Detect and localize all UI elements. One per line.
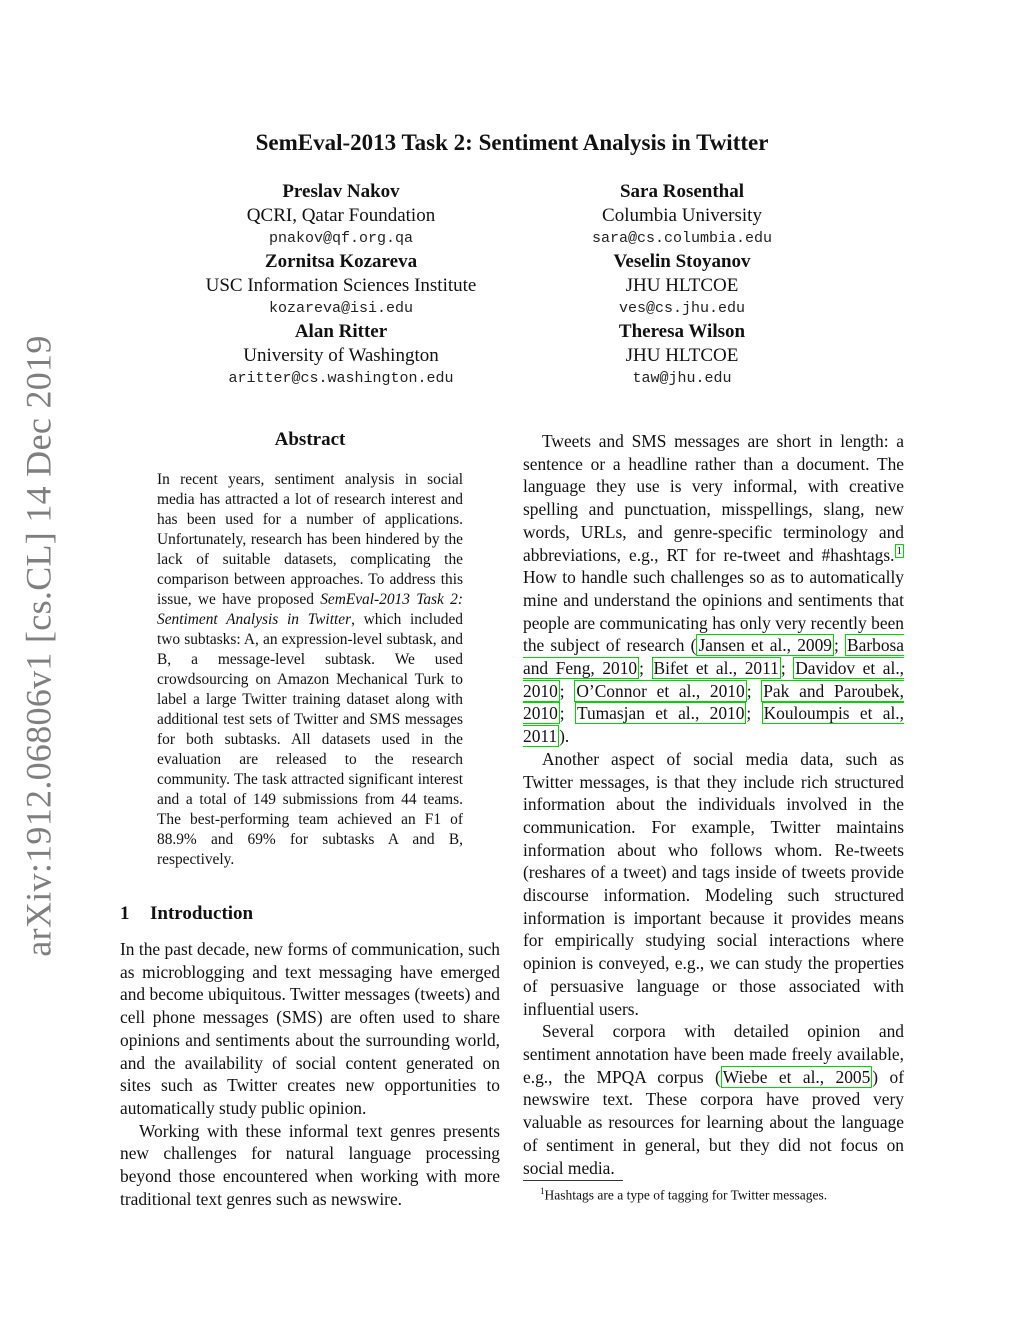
author-email[interactable]: aritter@cs.washington.edu — [228, 370, 454, 387]
right-paragraph-3 — [523, 1020, 904, 1179]
paragraph-text: ) of newswire text. These corpora have proved very valuable as resources for learning about the language of sentiment in general, but they did not focus on social media. — [523, 1066, 904, 1178]
author-affiliation: Columbia University — [602, 205, 762, 226]
author-affiliation: USC Information Sciences Institute — [205, 275, 477, 296]
author-affiliation: University of Washington — [243, 345, 439, 366]
author-block — [526, 180, 838, 250]
paragraph-text: Tweets and SMS messages are short in length: a sentence or a headline rather than a document. The language they use is very informal, with creative spelling and punctuation, misspellings, slang, new words, URLs, and genre-specific terminology and abbreviations, e.g., RT for re-tweet and #hashtags. — [523, 431, 904, 565]
author-affiliation: JHU HLTCOE — [625, 345, 739, 366]
paragraph-text: Several corpora with detailed opinion and sentiment annotation have been made freely available, e.g., the MPQA corpus ( — [523, 1021, 904, 1087]
author-name: Alan Ritter — [294, 321, 388, 342]
citation-link[interactable]: Davidov et al., 2010 — [523, 658, 905, 701]
author-email[interactable]: taw@jhu.edu — [632, 370, 732, 387]
paper-title: SemEval-2013 Task 2: Sentiment Analysis in Twitter — [255, 130, 769, 155]
intro-paragraph-1: In the past decade, new forms of communication, such as microblogging and text messaging have emerged and become ubiquitous. Twitter messages (tweets) and cell phone messages (SMS) are often used to share opinions and sentiments about the surrounding world, and the availability of social content generated on sites such as Twitter creates new opportunities to automatically study public opinion. — [120, 939, 500, 1118]
author-name: Sara Rosenthal — [619, 181, 745, 202]
section-title: Introduction — [150, 903, 254, 924]
paragraph-text: How to handle such challenges so as to automatically mine and understand the opinions and sentiments that people are communicating has only very recently been the subject of research ( — [523, 567, 904, 656]
right-paragraph-2: Another aspect of social media data, such as Twitter messages, is that they include rich structured information about the individuals involved in the communication. For example, Twitter maintains information about who follows whom. Re-tweets (reshares of a tweet) and tags inside of tweets provide discourse information. Modeling such structured information is important because it provides means for empirically studying social interactions where opinion is conveyed, e.g., we can study the properties of persuasive language or those associated with influential users. — [523, 748, 904, 1019]
citation-link[interactable]: Barbosa and Feng, 2010 — [523, 635, 905, 679]
citation-link[interactable]: Pak and Paroubek, 2010 — [523, 680, 904, 724]
abstract-part-2: , which included two subtasks: A, an expression-level subtask, and B, a message-level subtask. We used crowdsourcing on Amazon Mechanical Turk to label a large Twitter training dataset along with additional test sets of Twitter and SMS messages for both subtasks. All datasets used in the evaluation are released to the research community. The task attracted significant interest and a total of 149 submissions from 44 teams. The best-performing team achieved an F1 of 88.9% and 69% for subtasks A and B, respectively. — [157, 611, 463, 868]
author-name: Preslav Nakov — [282, 181, 400, 202]
citation-link[interactable]: Kouloumpis et al., 2011 — [523, 703, 904, 747]
section-heading — [120, 903, 253, 925]
footnote-divider — [523, 1180, 623, 1181]
right-column-body — [523, 430, 904, 1179]
arxiv-id: arXiv:1912.06806v1 [cs.CL] 14 Dec 2019 — [19, 335, 60, 957]
abstract-part-1: In recent years, sentiment analysis in social media has attracted a lot of research interest and has been used for a number of applications. Unfortunately, research has been hindered by the lack of suitable datasets, complicating the comparison between approaches. To address this issue, we have proposed — [157, 471, 463, 608]
authors-right-column — [526, 180, 838, 390]
citation-link[interactable]: Tumasjan et al., 2010 — [576, 703, 745, 724]
author-block — [526, 250, 838, 320]
citation-link[interactable]: Jansen et al., 2009 — [698, 635, 832, 656]
author-block — [186, 250, 496, 320]
citation-separator: ; — [639, 658, 652, 679]
abstract-heading: Abstract — [274, 429, 346, 450]
citation-separator: ; — [559, 703, 575, 724]
author-block — [526, 320, 838, 390]
paragraph-text: ). — [559, 726, 570, 747]
right-paragraph-1 — [523, 430, 904, 748]
author-email[interactable]: pnakov@qf.org.qa — [268, 230, 414, 247]
author-email[interactable]: sara@cs.columbia.edu — [591, 230, 773, 247]
footnote — [540, 1186, 827, 1204]
footnote-mark: 1 — [540, 1186, 545, 1196]
footnote-ref-link[interactable]: 1 — [896, 544, 902, 557]
arxiv-stamp — [19, 335, 60, 957]
citation-separator: ; — [559, 680, 575, 701]
author-affiliation: QCRI, Qatar Foundation — [246, 205, 436, 226]
authors-left-column — [186, 180, 496, 390]
author-email[interactable]: kozareva@isi.edu — [268, 300, 414, 317]
citation-separator: ; — [746, 703, 762, 724]
author-block — [186, 180, 496, 250]
intro-paragraph-2: Working with these informal text genres presents new challenges for natural language processing beyond those encountered when working with more traditional text genres such as newswire. — [120, 1120, 500, 1209]
citation-link[interactable]: Bifet et al., 2011 — [653, 658, 779, 679]
author-affiliation: JHU HLTCOE — [625, 275, 739, 296]
citation-link[interactable]: O’Connor et al., 2010 — [576, 680, 745, 701]
author-block — [186, 320, 496, 390]
task-name: SemEval-2013 Task 2: Sentiment Analysis in Twitter — [157, 591, 463, 628]
section-number: 1 — [120, 903, 130, 924]
author-name: Zornitsa Kozareva — [264, 251, 418, 272]
citation-link[interactable]: Wiebe et al., 2005 — [722, 1066, 871, 1087]
citation-separator: ; — [746, 680, 762, 701]
citation-separator: ; — [780, 658, 794, 679]
author-name: Theresa Wilson — [618, 321, 746, 342]
author-email[interactable]: ves@cs.jhu.edu — [618, 300, 746, 317]
footnote-text: Hashtags are a type of tagging for Twitter messages. — [544, 1187, 828, 1203]
left-column-body — [120, 938, 500, 1210]
abstract-text — [157, 470, 463, 870]
author-name: Veselin Stoyanov — [613, 251, 751, 272]
citation-separator: ; — [833, 635, 846, 656]
